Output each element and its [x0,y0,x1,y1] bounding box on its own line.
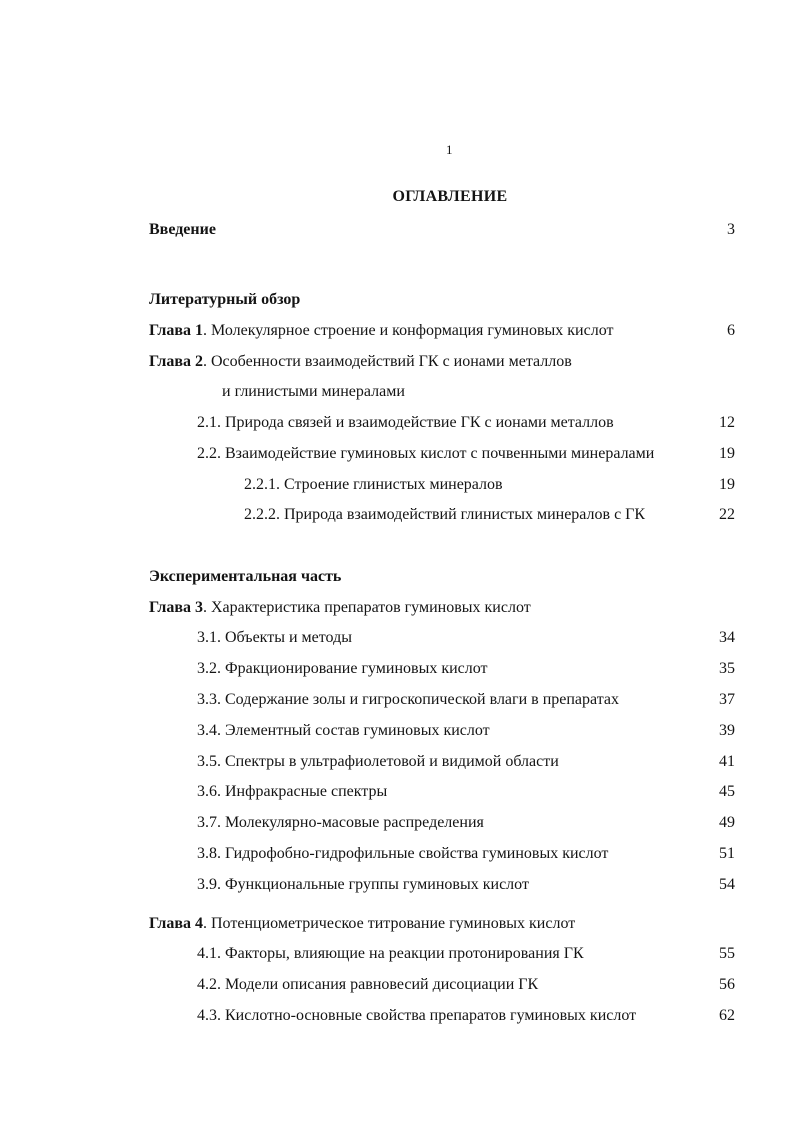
toc-page-ref: 37 [719,691,735,708]
toc-entry-chapter-2 [0,351,793,373]
toc-page-ref: 12 [719,414,735,431]
toc-entry-4-3 [0,1005,793,1027]
chapter-prefix: Глава 3 [149,599,203,616]
toc-entry-3-5 [0,751,793,773]
toc-page-ref: 51 [719,845,735,862]
toc-page-ref: 62 [719,1007,735,1024]
toc-entry-2-2 [0,443,793,465]
toc-entry-label: Введение [149,221,216,238]
toc-page-ref: 56 [719,976,735,993]
toc-page-ref: 35 [719,660,735,677]
toc-entry-2-2-1 [0,474,793,496]
toc-page-ref: 6 [727,322,735,339]
toc-entry-label: 4.2. Модели описания равновесий дисоциации ГК [197,976,539,993]
toc-entry-3-2 [0,658,793,680]
toc-entry-label: 3.1. Объекты и методы [197,629,352,646]
toc-entry-3-3 [0,689,793,711]
toc-entry-label: 2.2. Взаимодействие гуминовых кислот с почвенными минералами [197,445,655,462]
chapter-prefix: Глава 1 [149,322,203,339]
toc-entry-label: 3.6. Инфракрасные спектры [197,783,388,800]
page-title: ОГЛАВЛЕНИЕ [392,188,508,205]
toc-entry-3-6 [0,781,793,803]
toc-entry-3-1 [0,627,793,649]
section-heading-literature [0,289,793,311]
toc-entry-label: 3.9. Функциональные группы гуминовых кислот [197,876,529,893]
toc-entry-2-2-2 [0,504,793,526]
toc-entry-3-8 [0,843,793,865]
toc-entry-label: 3.4. Элементный состав гуминовых кислот [197,722,490,739]
toc-entry-2-1 [0,412,793,434]
chapter-prefix: Глава 2 [149,353,203,370]
toc-entry-label: 4.1. Факторы, влияющие на реакции протонирования ГК [197,945,584,962]
toc-entry-label: 2.2.2. Природа взаимодействий глинистых минералов с ГК [244,506,646,523]
toc-entry-label [149,351,572,373]
toc-entry-chapter-4 [0,913,793,935]
toc-entry-chapter-3 [0,597,793,619]
toc-entry-label: 3.8. Гидрофобно-гидрофильные свойства гуминовых кислот [197,845,609,862]
toc-entry-chapter-1 [0,320,793,342]
toc-entry-label: 3.3. Содержание золы и гигроскопической влаги в препаратах [197,691,620,708]
toc-page-ref: 39 [719,722,735,739]
toc-page-ref: 54 [719,876,735,893]
toc-entry-3-7 [0,812,793,834]
toc-entry-label: 2.2.1. Строение глинистых минералов [244,476,503,493]
toc-entry-label: 3.2. Фракционирование гуминовых кислот [197,660,488,677]
chapter-title: . Молекулярное строение и конформация гуминовых кислот [203,322,614,339]
toc-page-ref: 34 [719,629,735,646]
toc-page-ref: 49 [719,814,735,831]
toc-entry-label [149,597,531,619]
toc-entry-3-9 [0,874,793,896]
toc-entry-intro [0,219,793,241]
toc-page-ref: 45 [719,783,735,800]
toc-entry-4-2 [0,974,793,996]
chapter-title-continuation: и глинистыми минералами [222,383,405,400]
toc-page-ref: 41 [719,753,735,770]
toc-entry-label: 3.5. Спектры в ультрафиолетовой и видимой области [197,753,559,770]
toc-entry-4-1 [0,943,793,965]
section-heading: Экспериментальная часть [149,568,342,585]
section-heading: Литературный обзор [149,291,301,308]
page-number: 1 [446,142,453,157]
toc-entry-chapter-2-cont [0,381,793,403]
toc-entry-label [149,913,575,935]
toc-entry-3-4 [0,720,793,742]
toc-page-ref: 55 [719,945,735,962]
toc-page-ref: 22 [719,506,735,523]
toc-entry-label: 4.3. Кислотно-основные свойства препаратов гуминовых кислот [197,1007,637,1024]
toc-entry-label: 2.1. Природа связей и взаимодействие ГК с ионами металлов [197,414,614,431]
toc-page-ref: 19 [719,476,735,493]
chapter-prefix: Глава 4 [149,915,203,932]
toc-page-ref: 3 [727,221,735,238]
chapter-title: . Потенциометрическое титрование гуминовых кислот [203,915,576,932]
section-heading-experimental [0,566,793,588]
chapter-title: . Особенности взаимодействий ГК с ионами металлов [203,353,572,370]
toc-entry-label [149,320,613,342]
chapter-title: . Характеристика препаратов гуминовых кислот [203,599,531,616]
toc-entry-label: 3.7. Молекулярно-масовые распределения [197,814,484,831]
toc-page-ref: 19 [719,445,735,462]
